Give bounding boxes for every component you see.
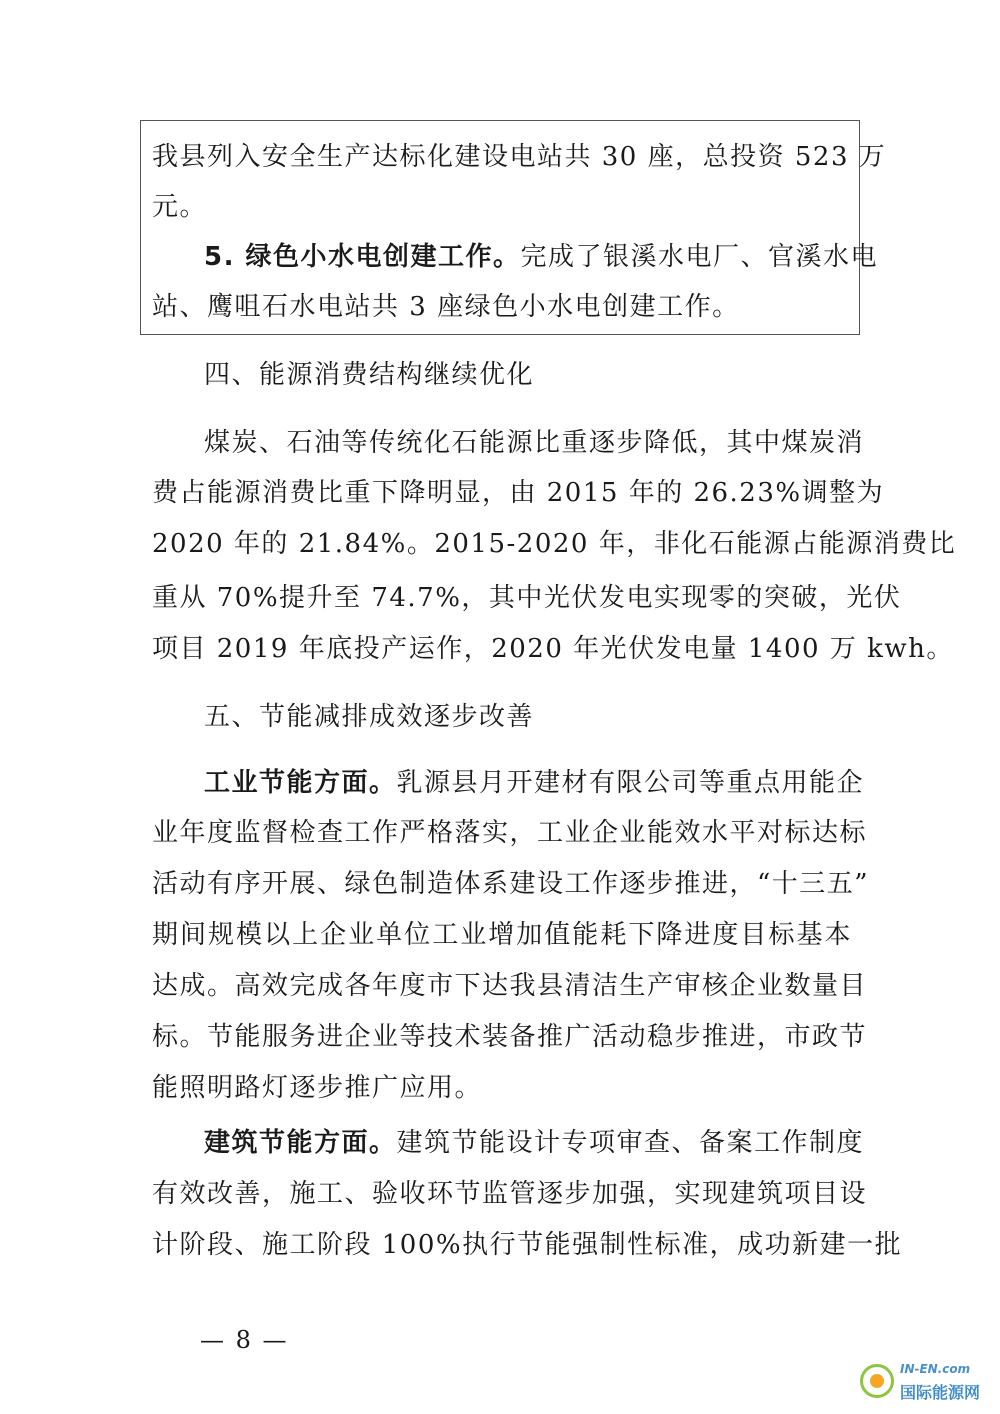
section4-line-3: 2020 年的 21.84%。2015-2020 年，非化石能源占能源消费比 <box>152 529 957 559</box>
item5-title: 5. 绿色小水电创建工作。 <box>204 242 521 272</box>
building-text: 建筑节能设计专项审查、备案工作制度 <box>396 1128 865 1158</box>
industry-line-2: 业年度监督检查工作严格落实，工业企业能效水平对标达标 <box>152 818 868 848</box>
item5-paragraph <box>204 232 879 282</box>
section4-line-5: 项目 2019 年底投产运作，2020 年光伏发电量 1400 万 kwh。 <box>152 634 954 664</box>
industry-text: 乳源县月开建材有限公司等重点用能企 <box>396 768 865 798</box>
building-title: 建筑节能方面。 <box>204 1128 397 1158</box>
building-line-2: 有效改善，施工、验收环节监管逐步加强，实现建筑项目设 <box>152 1179 868 1209</box>
industry-line-5: 达成。高效完成各年度市下达我县清洁生产审核企业数量目 <box>152 971 868 1001</box>
section4-line-2: 费占能源消费比重下降明显，由 2015 年的 26.23%调整为 <box>152 478 885 508</box>
item5-line-2: 站、鹰咀石水电站共 3 座绿色小水电创建工作。 <box>152 292 740 322</box>
item5-text: 完成了银溪水电厂、官溪水电 <box>520 242 879 272</box>
industry-line-3: 活动有序开展、绿色制造体系建设工作逐步推进，“十三五” <box>152 869 870 899</box>
box-line-2: 元。 <box>152 192 208 222</box>
section5-heading: 五、节能减排成效逐步改善 <box>204 702 535 732</box>
industry-line-6: 标。节能服务进企业等技术装备推广活动稳步推进，市政节 <box>152 1022 868 1052</box>
watermark-logo <box>860 1360 985 1405</box>
watermark-name: 国际能源网 <box>900 1383 981 1402</box>
section4-heading: 四、能源消费结构继续优化 <box>204 360 535 390</box>
industry-line-4: 期间规模以上企业单位工业增加值能耗下降进度目标基本 <box>152 920 852 950</box>
page-number: — 8 — <box>200 1326 289 1354</box>
watermark-site: IN-EN.com <box>900 1362 971 1376</box>
section4-line-1: 煤炭、石油等传统化石能源比重逐步降低，其中煤炭消 <box>204 428 865 458</box>
building-line-3: 计阶段、施工阶段 100%执行节能强制性标准，成功新建一批 <box>152 1230 903 1260</box>
industry-paragraph <box>204 758 865 808</box>
box-line-1: 我县列入安全生产达标化建设电站共 30 座，总投资 523 万 <box>152 142 887 172</box>
industry-title: 工业节能方面。 <box>204 768 397 798</box>
industry-line-7: 能照明路灯逐步推广应用。 <box>152 1073 483 1103</box>
sun-logo-icon <box>860 1364 894 1398</box>
section4-line-4: 重从 70%提升至 74.7%，其中光伏发电实现零的突破，光伏 <box>152 583 902 613</box>
building-paragraph <box>204 1118 865 1168</box>
